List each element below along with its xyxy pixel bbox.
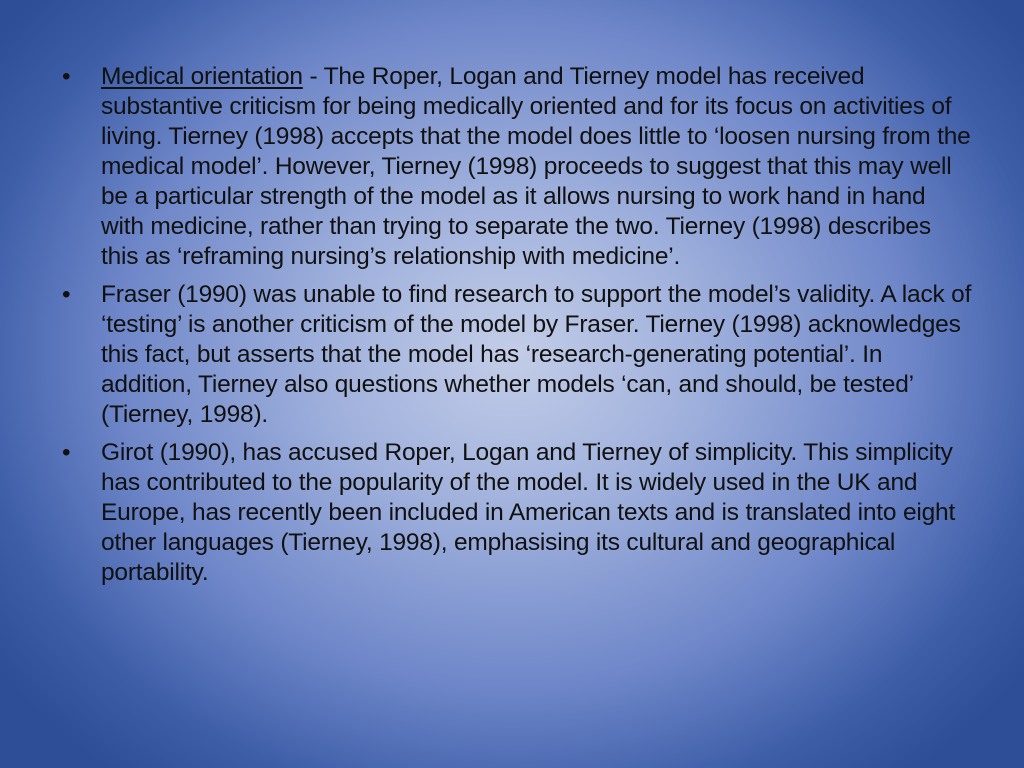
bullet-dot-icon: •	[62, 63, 71, 90]
bullet-item-girot	[62, 438, 972, 588]
bullet-text: Fraser (1990) was unable to find research to support the model’s validity. A lack of ‘testing’ is another criticism of the model by Fraser. Tierney (1998) acknowledges this fact, but asserts that the model has ‘research-generating potential’. In addition, Tierney also questions whether models ‘can, and should, be tested’ (Tierney, 1998).	[101, 281, 972, 428]
bullet-item-medical-orientation	[62, 62, 972, 272]
bullet-dot-icon: •	[62, 281, 71, 308]
bullet-dot-icon: •	[62, 439, 71, 466]
bullet-text: - The Roper, Logan and Tierney model has received substantive criticism for being medically oriented and for its focus on activities of living. Tierney (1998) accepts that the model does little to ‘loosen nursing from the medical model’. However, Tierney (1998) proceeds to suggest that this may well be a particular strength of the model as it allows nursing to work hand in hand with medicine, rather than trying to separate the two. Tierney (1998) describes this as ‘reframing nursing’s relationship with medicine’.	[101, 63, 971, 270]
bullet-list	[62, 62, 972, 596]
bullet-text: Girot (1990), has accused Roper, Logan and Tierney of simplicity. This simplicity has contributed to the popularity of the model. It is widely used in the UK and Europe, has recently been included in American texts and is translated into eight other languages (Tierney, 1998), emphasising its cultural and geographical portability.	[101, 439, 956, 586]
bullet-term-medical-orientation: Medical orientation	[101, 63, 303, 90]
bullet-item-fraser	[62, 280, 972, 430]
